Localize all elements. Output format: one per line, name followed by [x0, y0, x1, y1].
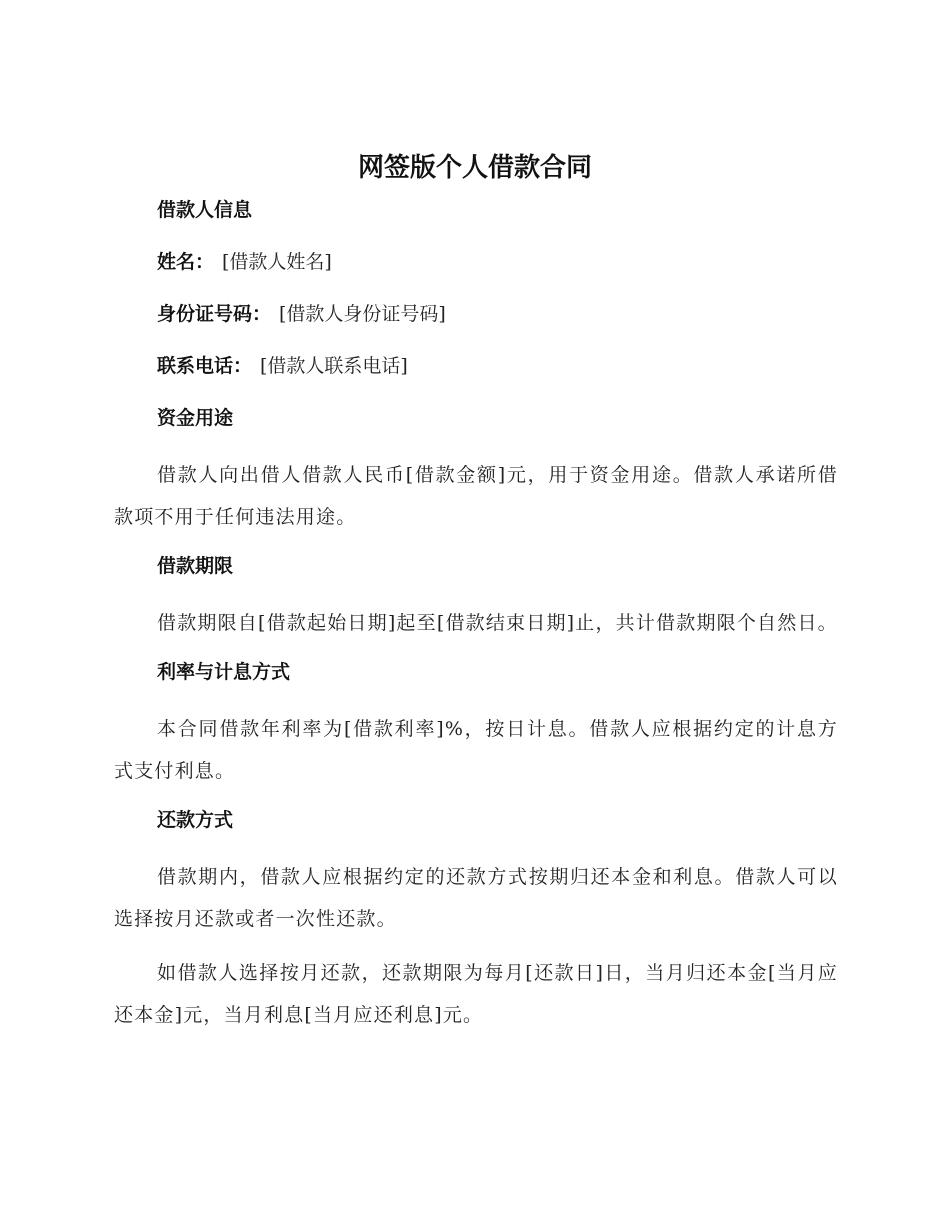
borrower-id-line [114, 298, 838, 330]
section-heading-interest: 利率与计息方式 [157, 661, 291, 683]
borrower-id-label: 身份证号码： [157, 303, 272, 325]
document-body [114, 194, 838, 1048]
repayment-paragraph-1: 借款期内，借款人应根据约定的还款方式按期归还本金和利息。借款人可以选择按月还款或者一次性还款。 [114, 866, 838, 930]
borrower-name-label: 姓名： [157, 251, 215, 273]
purpose-paragraph: 借款人向出借人借款人民币[借款金额]元，用于资金用途。借款人承诺所借款项不用于任何违法用途。 [114, 464, 838, 528]
section-heading-repayment: 还款方式 [157, 809, 234, 831]
section-heading-borrower-info: 借款人信息 [157, 199, 253, 221]
document-title: 网签版个人借款合同 [357, 153, 592, 183]
repayment-paragraph-2: 如借款人选择按月还款，还款期限为每月[还款日]日，当月归还本金[当月应还本金]元，当月利息[当月应还利息]元。 [114, 962, 838, 1026]
borrower-name-value: [借款人姓名] [222, 251, 332, 273]
section-heading-purpose: 资金用途 [157, 407, 234, 429]
term-paragraph: 借款期限自[借款起始日期]起至[借款结束日期]止，共计借款期限个自然日。 [157, 612, 838, 634]
borrower-phone-label: 联系电话： [157, 355, 253, 377]
borrower-phone-line [114, 350, 838, 382]
section-heading-term: 借款期限 [157, 555, 234, 577]
borrower-phone-value: [借款人联系电话] [260, 355, 408, 377]
borrower-name-line [114, 246, 838, 278]
interest-paragraph: 本合同借款年利率为[借款利率]%，按日计息。借款人应根据约定的计息方式支付利息。 [114, 718, 838, 782]
borrower-id-value: [借款人身份证号码] [279, 303, 446, 325]
